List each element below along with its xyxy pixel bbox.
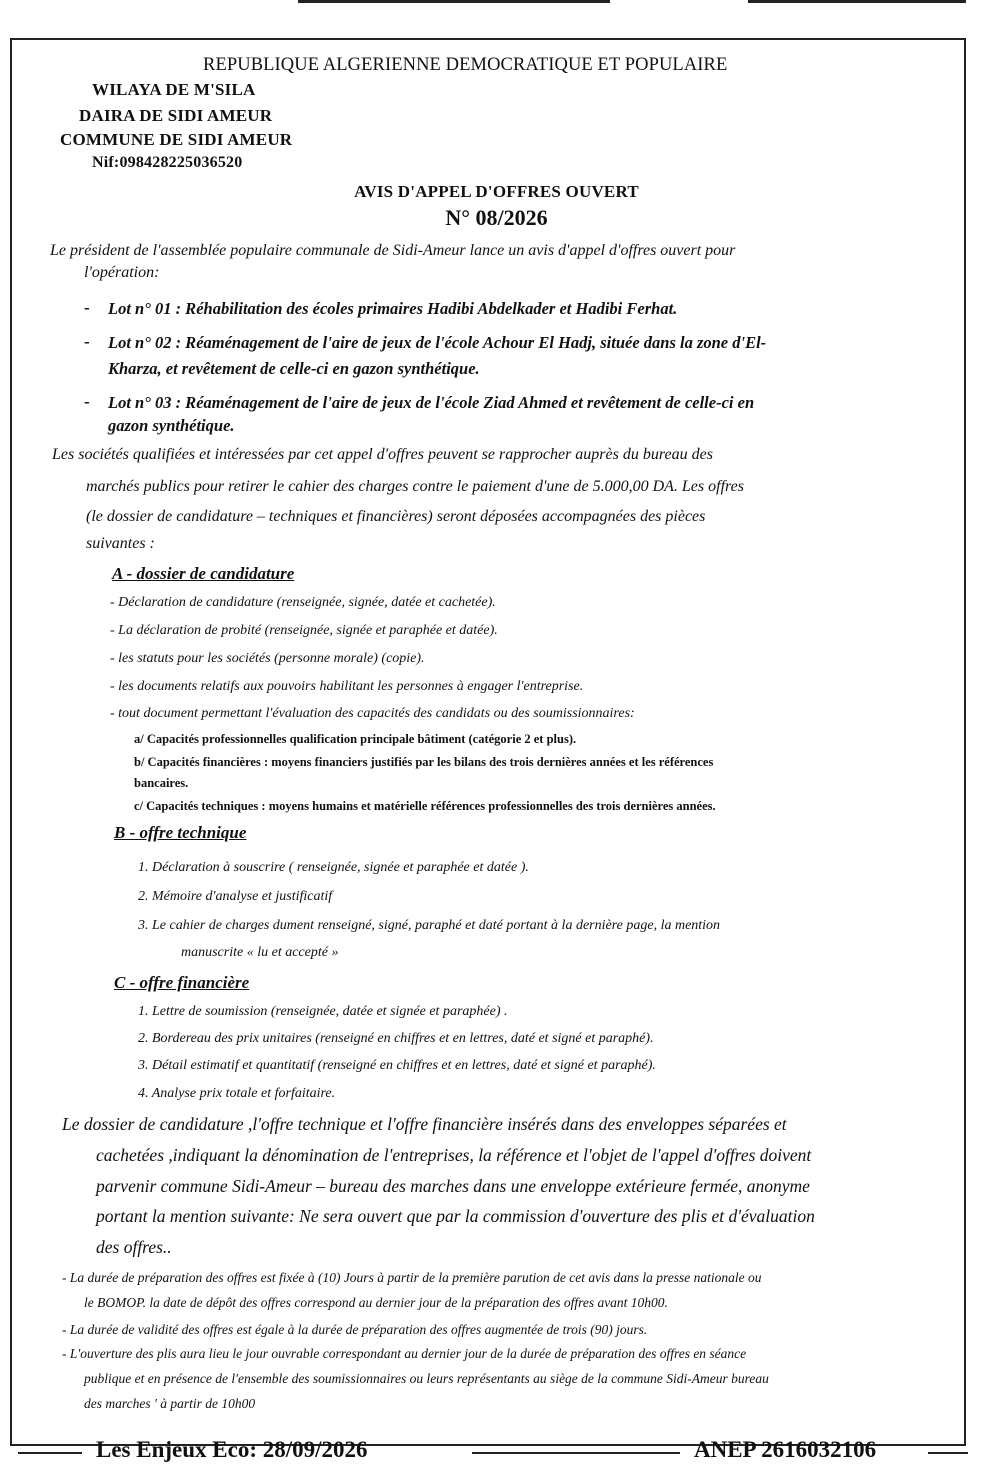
conditions-line-1: Les sociétés qualifiées et intéressées par cet appel d'offres peuvent se rapprocher auprès du bureau des bbox=[52, 446, 713, 463]
nif-line: Nif:098428225036520 bbox=[92, 154, 243, 171]
note-opening-2: publique et en présence de l'ensemble des soumissionnaires ou leurs représentants au siège de la commune Sidi-Ameur bureau bbox=[84, 1371, 769, 1386]
section-c-item-1: 1. Lettre de soumission (renseignée, datée et signée et paraphée) . bbox=[138, 1004, 508, 1019]
footer-rule-middle bbox=[472, 1452, 680, 1454]
section-a-item-5: - tout document permettant l'évaluation des capacités des candidats ou des soumissionnaires: bbox=[110, 706, 635, 721]
note-opening-1: - L'ouverture des plis aura lieu le jour ouvrable correspondant au dernier jour de la durée de préparation des offres en séance bbox=[62, 1346, 747, 1361]
section-b-item-3: 3. Le cahier de charges dument renseigné, signé, paraphé et daté portant à la dernière page, la mention bbox=[138, 918, 721, 933]
section-c-item-2: 2. Bordereau des prix unitaires (renseigné en chiffres et en lettres, daté et signé et paraphé). bbox=[138, 1031, 654, 1046]
footer-anep: ANEP 2616032106 bbox=[694, 1437, 877, 1462]
submission-line-3: parvenir commune Sidi-Ameur – bureau des marches dans une enveloppe extérieure fermée, anonyme bbox=[96, 1176, 810, 1196]
capacity-financial-cont: bancaires. bbox=[134, 776, 189, 790]
conditions-line-4: suivantes : bbox=[86, 535, 155, 552]
wilaya-line: WILAYA DE M'SILA bbox=[92, 80, 256, 99]
submission-line-4: portant la mention suivante: Ne sera ouvert que par la commission d'ouverture des plis et d'évaluation bbox=[96, 1206, 815, 1226]
section-a-title: A - dossier de candidature bbox=[112, 564, 295, 583]
section-c-item-4: 4. Analyse prix totale et forfaitaire. bbox=[138, 1086, 336, 1101]
conditions-line-3: (le dossier de candidature – techniques et financières) seront déposées accompagnées des pièces bbox=[86, 508, 706, 525]
lot-2-line-1: Lot n° 02 : Réaménagement de l'aire de jeux de l'école Achour El Hadj, située dans la zone d'El- bbox=[108, 333, 767, 352]
section-b-item-1: 1. Déclaration à souscrire ( renseignée, signée et paraphée et datée ). bbox=[138, 860, 529, 875]
section-a-item-3: - les statuts pour les sociétés (personne morale) (copie). bbox=[110, 651, 425, 666]
conditions-line-2: marchés publics pour retirer le cahier des charges contre le paiement d'une de 5.000,00 DA. Les offres bbox=[86, 478, 744, 495]
bullet-dash: - bbox=[84, 298, 90, 317]
lot-3-line-2: gazon synthétique. bbox=[108, 416, 235, 435]
section-c-title: C - offre financière bbox=[114, 973, 250, 992]
intro-line-2: l'opération: bbox=[84, 264, 160, 281]
submission-line-1: Le dossier de candidature ,l'offre technique et l'offre financière insérés dans des enveloppes séparées et bbox=[62, 1114, 787, 1134]
section-c-item-3: 3. Détail estimatif et quantitatif (renseigné en chiffres et en lettres, daté et signé et paraphé). bbox=[138, 1058, 656, 1073]
capacity-technical: c/ Capacités techniques : moyens humains et matérielle références professionnelles des trois dernières années. bbox=[134, 799, 716, 813]
lot-2-line-2: Kharza, et revêtement de celle-ci en gazon synthétique. bbox=[108, 359, 480, 378]
bullet-dash: - bbox=[84, 392, 90, 411]
bullet-dash: - bbox=[84, 332, 90, 351]
footer-publication: Les Enjeux Eco: 28/09/2026 bbox=[96, 1437, 368, 1462]
note-preparation-1: - La durée de préparation des offres est fixée à (10) Jours à partir de la première parution de cet avis dans la presse nationale ou bbox=[62, 1270, 762, 1285]
note-opening-3: des marches ' à partir de 10h00 bbox=[84, 1396, 256, 1411]
commune-line: COMMUNE DE SIDI AMEUR bbox=[60, 130, 293, 149]
section-a-item-2: - La déclaration de probité (renseignée, signée et paraphée et datée). bbox=[110, 623, 498, 638]
notice-title: AVIS D'APPEL D'OFFRES OUVERT bbox=[354, 182, 639, 201]
lot-3-line-1: Lot n° 03 : Réaménagement de l'aire de jeux de l'école Ziad Ahmed et revêtement de celle-ci en bbox=[108, 393, 755, 412]
section-b-item-3-cont: manuscrite « lu et accepté » bbox=[181, 945, 339, 960]
note-preparation-2: le BOMOP. la date de dépôt des offres correspond au dernier jour de la préparation des offres avant 10h00. bbox=[84, 1295, 668, 1310]
footer-rule-left bbox=[18, 1452, 82, 1454]
submission-line-5: des offres.. bbox=[96, 1237, 172, 1257]
top-rule-right bbox=[748, 0, 966, 3]
footer-rule-right bbox=[928, 1452, 968, 1454]
capacity-financial: b/ Capacités financières : moyens financiers justifiés par les bilans des trois dernières années et les références bbox=[134, 755, 714, 769]
notice-number: N° 08/2026 bbox=[445, 205, 548, 230]
lot-1-line-1: Lot n° 01 : Réhabilitation des écoles primaires Hadibi Abdelkader et Hadibi Ferhat. bbox=[108, 299, 678, 318]
submission-line-2: cachetées ,indiquant la dénomination de l'entreprises, la référence et l'objet de l'appel d'offres doivent bbox=[96, 1145, 812, 1165]
note-validity: - La durée de validité des offres est égale à la durée de préparation des offres augmentée de trois (90) jours. bbox=[62, 1322, 648, 1337]
top-rule-left bbox=[298, 0, 610, 3]
section-a-item-4: - les documents relatifs aux pouvoirs habilitant les personnes à engager l'entreprise. bbox=[110, 679, 584, 694]
capacity-professional: a/ Capacités professionnelles qualification principale bâtiment (catégorie 2 et plus). bbox=[134, 732, 577, 746]
section-b-item-2: 2. Mémoire d'analyse et justificatif bbox=[138, 889, 333, 904]
intro-line-1: Le président de l'assemblée populaire communale de Sidi-Ameur lance un avis d'appel d'offres ouvert pour bbox=[50, 242, 736, 259]
section-a-item-1: - Déclaration de candidature (renseignée, signée, datée et cachetée). bbox=[110, 595, 496, 610]
section-b-title: B - offre technique bbox=[114, 823, 247, 842]
daira-line: DAIRA DE SIDI AMEUR bbox=[79, 106, 273, 125]
republic-heading: REPUBLIQUE ALGERIENNE DEMOCRATIQUE ET POPULAIRE bbox=[203, 55, 728, 75]
